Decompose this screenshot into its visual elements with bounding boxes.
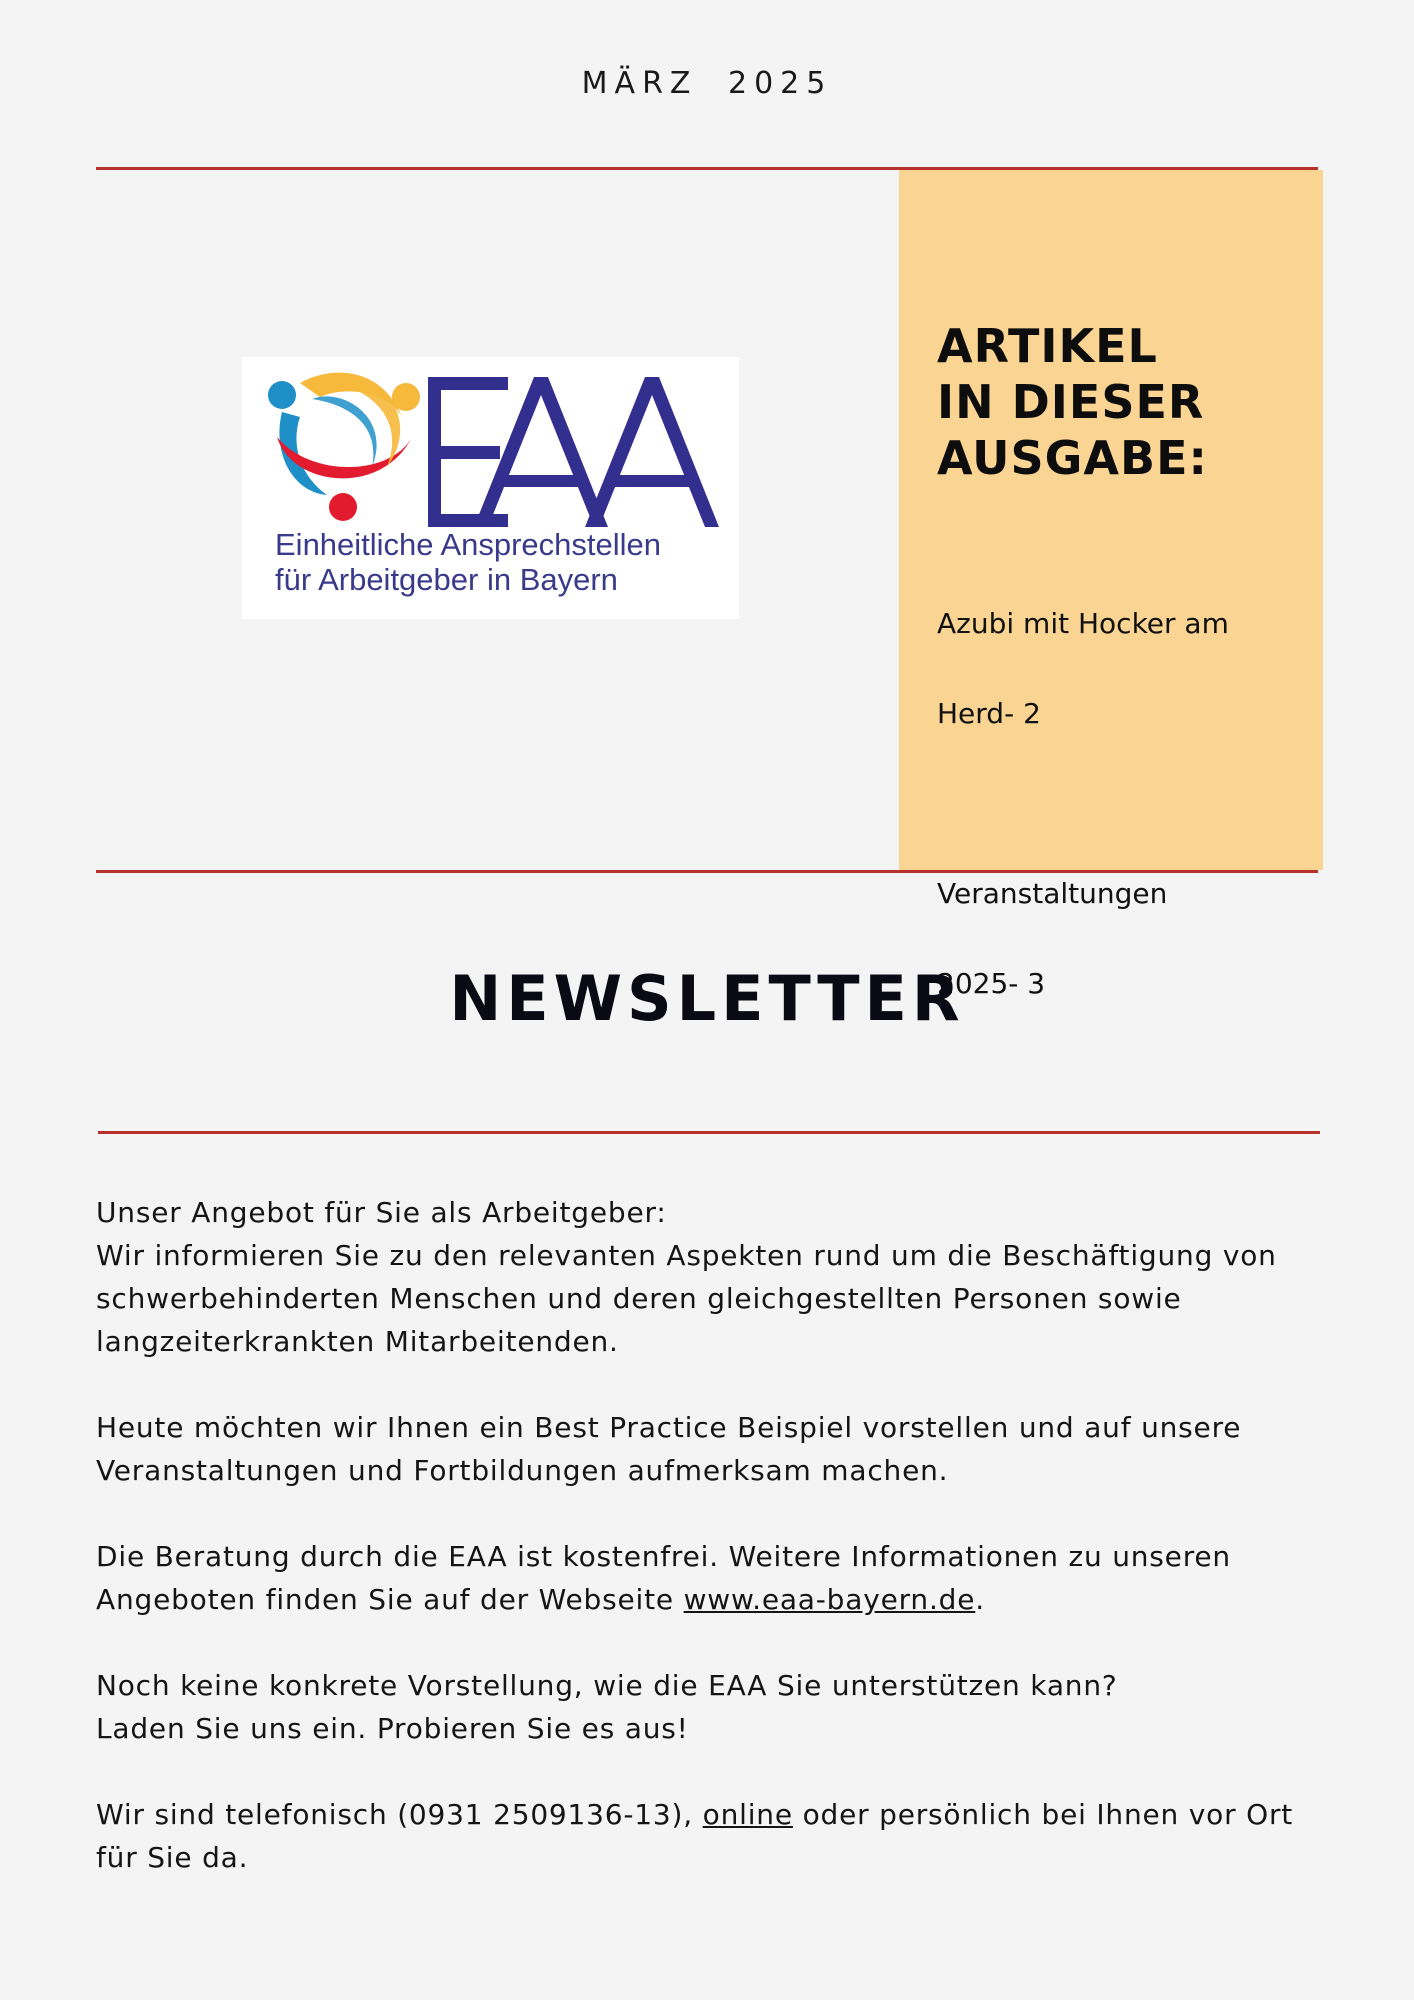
- online-link[interactable]: online: [702, 1798, 793, 1831]
- logo-subtitle: Einheitliche Ansprechstellen für Arbeitgeber in Bayern: [275, 527, 662, 597]
- body-divider: [98, 1131, 1320, 1134]
- paragraph-best-practice: Heute möchten wir Ihnen ein Best Practice Beispiel vorstellen und auf unsere Veranstaltungen und Fortbildungen aufmerksam machen.: [96, 1411, 1242, 1487]
- newsletter-title: NEWSLETTER: [449, 962, 965, 1035]
- intro-text: [96, 1191, 1336, 1922]
- paragraph-offer: Unser Angebot für Sie als Arbeitgeber: Wir informieren Sie zu den relevanten Aspekten rund um die Beschäftigung von schwerbehinderten Menschen und deren gleichgestellten Personen sowie langzeiterkrankten Mitarbeitenden.: [96, 1196, 1277, 1358]
- paragraph-website: Die Beratung durch die EAA ist kostenfrei. Weitere Informationen zu unseren Angeboten finden Sie auf der Webseite www.eaa-bayern.de.: [96, 1540, 1231, 1616]
- paragraph-invite: Noch keine konkrete Vorstellung, wie die EAA Sie unterstützen kann? Laden Sie uns ein. Probieren Sie es aus!: [96, 1669, 1118, 1745]
- contents-item[interactable]: Azubi mit Hocker am Herd- 2: [937, 607, 1229, 730]
- eaa-logo: [242, 357, 739, 619]
- contents-item[interactable]: Veranstaltungen 2025- 3: [937, 877, 1168, 1000]
- issue-date: MÄRZ 2025: [581, 66, 833, 101]
- logo-wordmark: [428, 377, 719, 527]
- contents-sidebar: [899, 170, 1323, 1000]
- mid-divider: [96, 870, 1318, 873]
- contents-heading: ARTIKEL IN DIESER AUSGABE:: [937, 319, 1208, 485]
- paragraph-contact: Wir sind telefonisch (0931 2509136-13), online oder persönlich bei Ihnen vor Ort für Sie da.: [96, 1798, 1294, 1874]
- logo-dot-blue: [268, 381, 296, 409]
- logo-dot-red: [329, 493, 357, 521]
- website-link[interactable]: www.eaa-bayern.de: [683, 1583, 976, 1616]
